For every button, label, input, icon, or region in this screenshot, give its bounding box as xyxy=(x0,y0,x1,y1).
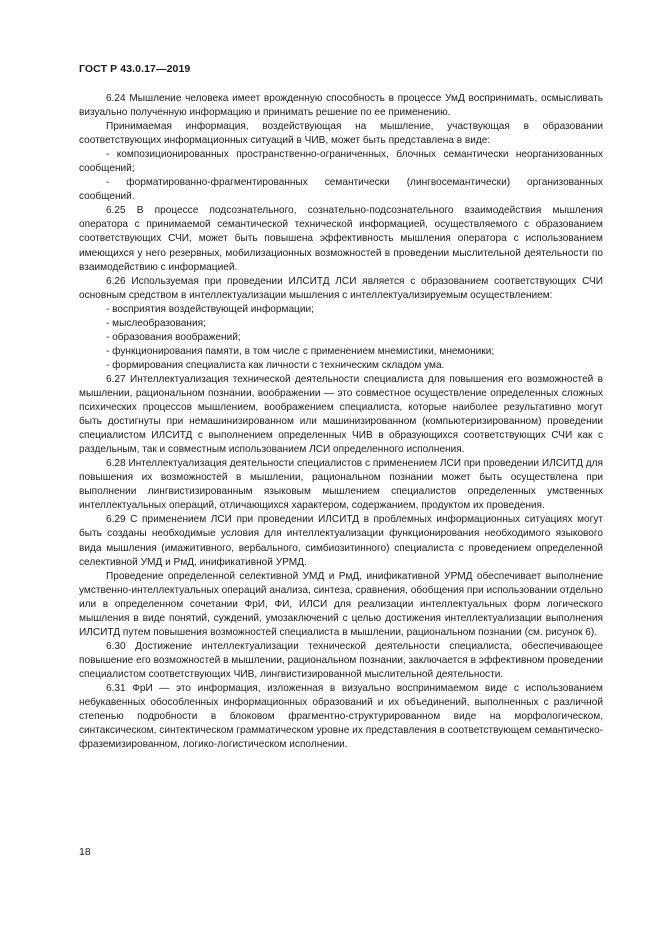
list-item: - образования воображений; xyxy=(106,331,241,343)
list-item: - мыслеобразования; xyxy=(106,317,206,329)
page-number: 18 xyxy=(79,846,91,858)
paragraph-6-29: 6.29 С применением ЛСИ при проведении ИЛСИТД в проблемных информационных ситуациях могут быть созданы необходимые условия для интеллектуализации функционирования необходимого языкового вида мышления (имажитивного, вербального, симбиозитинного) специалиста с проведением определенной селективной УМД и РмД, инификативной УРМД. xyxy=(79,514,603,568)
list-item: - форматированно-фрагментированных семантически (лингвосемантически) организованных сообщений. xyxy=(79,177,603,203)
list-item: - восприятия воздействующей информации; xyxy=(106,303,314,315)
document-body xyxy=(79,92,603,752)
paragraph-6-28: 6.28 Интеллектуализация деятельности специалистов с применением ЛСИ при проведении ИЛСИТД для повышения их возможностей в мышлении, рациональном познании может быть осуществлена при выполнении лингвистизированным языковым мышлением специалистов определенных умственных интеллектуальных операций, отличающихся характером, содержанием, продуктом их проведения. xyxy=(79,458,603,512)
paragraph-6-27: 6.27 Интеллектуализация технической деятельности специалиста для повышения его возможностей в мышлении, рациональном познании, воображении — это совместное осуществление определенных сложных психических процессов мышлением, воображением специалиста, которые наиболее результативно могут быть достигнуты при немашинизированном или машинизированном (компьютеризированном) проведении специалистом ИЛСИТД с выполнением определенных ЧИВ в образующихся соответствующих СЧИ как с раздельным, так и совместным использованием ЛСИ определенного исполнения. xyxy=(79,373,603,456)
document-header: ГОСТ Р 43.0.17—2019 xyxy=(79,63,191,75)
paragraph-info-intro: Принимаемая информация, воздействующая на мышление, участвующая в образовании соответствующих информационных ситуаций в ЧИВ, может быть представлена в виде: xyxy=(79,121,603,147)
list-item: - формирования специалиста как личности с техническим складом ума. xyxy=(106,359,445,371)
paragraph-6-26: 6.26 Используемая при проведении ИЛСИТД ЛСИ является с образованием соответствующих СЧИ основным средством в интеллектуализации мышления с интеллектуализируемым осуществлением: xyxy=(79,275,603,301)
paragraph-6-24: 6.24 Мышление человека имеет врожденную способность в процессе УмД воспринимать, осмысливать визуально полученную информацию и принимать решение по ее применению. xyxy=(79,93,603,119)
list-item: - композиционированных пространственно-ограниченных, блочных семантически неорганизованных сообщений; xyxy=(79,149,603,175)
list-item: - функционирования памяти, в том числе с применением мнемистики, мнемоники; xyxy=(106,345,495,357)
paragraph-6-31: 6.31 ФрИ — это информация, изложенная в визуально воспринимаемом виде с использованием небукавенных обособленных информационных образований и их объединений, выполненных с различной степенью подробности в блоковом фрагментно-структурированном виде на морфологическом, синтаксическом, синтектическом грамматическом уровне их представления в соответствующем семантическо-фраземизированном, логико-логистическом исполнении. xyxy=(79,682,603,751)
paragraph-6-30: 6.30 Достижение интеллектуализации технической деятельности специалиста, обеспечивающее повышение его возможностей в мышлении, рациональном познании, заключается в эффективном проведении специалистом соответствующих ЧИВ, лингвистизированной мыслительной деятельности. xyxy=(79,640,603,680)
paragraph-6-25: 6.25 В процессе подсознательного, сознательно-подсознательного взаимодействия мышления оператора с принимаемой семантической технической информацией, осуществляемого с образованием соответствующих СЧИ, может быть повышена эффективность мышления оператора с использованием имеющихся у него резервных, мобилизационных возможностей в проведении мыслительной деятельности по взаимодействию с информацией. xyxy=(79,205,603,273)
paragraph-selective-umd: Проведение определенной селективной УМД и РмД, инификативной УРМД обеспечивает выполнение умственно-интеллектуальных операций анализа, синтеза, сравнения, обобщения при использовании отдельно или в определенном сочетании ФрИ, ФИ, ИЛСИ для реализации интеллектуальных форм логического мышления в виде понятий, суждений, умозаключений с целью достижения интеллектуализации выполнения ИЛСИТД путем повышения возможностей специалиста в мышлении, рациональном познании (см. рисунок 6). xyxy=(79,570,603,638)
